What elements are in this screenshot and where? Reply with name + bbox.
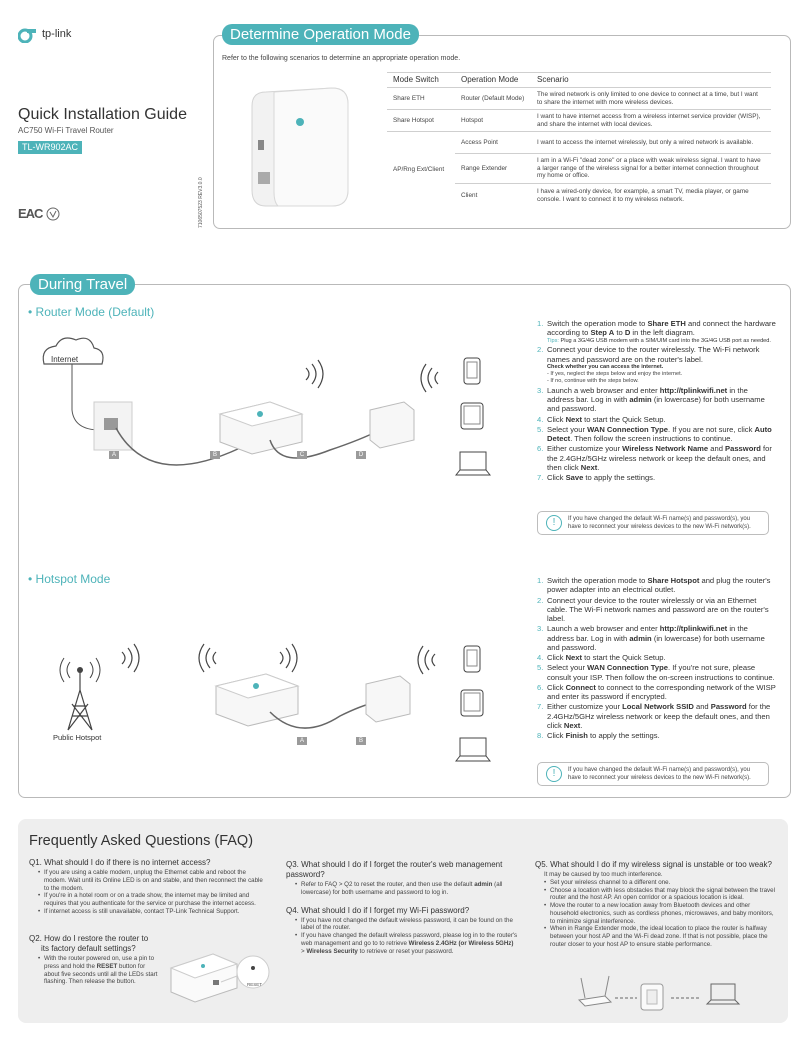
cert-marks bbox=[18, 206, 60, 222]
row-mode: Range Extender bbox=[455, 154, 531, 184]
list-item: 1. Switch the operation mode to Share ETH and connect the hardware according to Step A to D in the left diagram. Tips: Plug a 3G/4G USB modem with a SIM/UIM card into the 3G/4G USB port as needed. bbox=[537, 319, 776, 344]
list-item: 4. Click Next to start the Quick Setup. bbox=[537, 653, 666, 662]
list-item: 6. Click Connect to connect to the corresponding network of the WISP and enter its password if encrypted. bbox=[537, 682, 776, 701]
tp-link-logo-icon bbox=[18, 27, 38, 43]
eac-mark: EAC bbox=[18, 206, 43, 221]
note-text: If you have changed the default Wi-Fi name(s) and password(s), you have to reconnect your wireless devices to the new Wi-Fi network(s). bbox=[568, 516, 751, 531]
list-item: • When in Range Extender mode, the ideal location to place the router is halfway between your host AP and the Wi-Fi dead zone. If that is not possible, place the router closer to your host AP to ensure stable performance. bbox=[544, 925, 775, 948]
faq-q2: Q2. How do I restore the router to its factory default settings? bbox=[29, 934, 149, 953]
list-item: 7. Either customize your Local Network SSID and Password for the 2.4GHz/5GHz wireless network or keep the default ones, and then click Next. bbox=[537, 702, 771, 730]
bullet-icon: • bbox=[28, 305, 36, 319]
header-scenario: Scenario bbox=[531, 73, 771, 88]
list-item: 3. Launch a web browser and enter http://tplinkwifi.net in the address bar. Log in with admin (in lowercase) for both username and password. bbox=[537, 624, 765, 652]
step-label-a: A bbox=[297, 737, 307, 745]
faq-q1: Q1. What should I do if there is no internet access? bbox=[29, 858, 211, 867]
mode-section-heading: Determine Operation Mode bbox=[222, 24, 419, 45]
laptop-icon bbox=[455, 737, 491, 763]
tablet-icon bbox=[460, 689, 484, 717]
bullet-icon: • bbox=[28, 572, 36, 586]
list-item: 6. Either customize your Wireless Network Name and Password for the 2.4GHz/5GHz wireless network or keep the default ones, and then click Next. bbox=[537, 444, 772, 472]
list-item: 3. Launch a web browser and enter http://tplinkwifi.net in the address bar. Log in with admin (in lowercase) for both username and password. bbox=[537, 385, 765, 414]
row-scenario: I am in a Wi-Fi "dead zone" or a place with weak wireless signal. I want to have a larger range of the wireless signal for a better internet connection throughout my home or office. bbox=[531, 154, 771, 184]
faq-q1-answers bbox=[29, 869, 269, 916]
router-mode-title-text: Router Mode (Default) bbox=[35, 305, 155, 319]
list-item: 2. Connect your device to the router wirelessly or via an Ethernet cable. The Wi-Fi network names and password are on the router's label. bbox=[537, 595, 769, 623]
travel-router-icon bbox=[641, 984, 663, 1010]
model-badge: TL-WR902AC bbox=[18, 141, 82, 154]
faq-q4-answers bbox=[286, 917, 518, 956]
table-row bbox=[387, 88, 771, 110]
row-mode: Access Point bbox=[455, 132, 531, 154]
list-item: • If you're in a hotel room or on a trade show, the internet may be limited and requires that you authenticate for the service or purchase the internet access. bbox=[38, 892, 269, 908]
note-text: If you have changed the default Wi-Fi name(s) and password(s), you have to reconnect your wireless devices to the new Wi-Fi network(s). bbox=[568, 767, 751, 782]
row-mode: Client bbox=[455, 184, 531, 208]
row-scenario: I want to have internet access from a wireless internet service provider (WISP), and share the internet with local devices. bbox=[531, 110, 771, 132]
row-switch: Share ETH bbox=[387, 88, 455, 110]
range-extender-illustration bbox=[575, 970, 765, 1016]
router-mode-title bbox=[28, 305, 154, 320]
faq-q3-answers bbox=[286, 881, 518, 897]
table-row bbox=[387, 110, 771, 132]
host-router-icon bbox=[579, 976, 611, 1006]
list-item: 7. Click Save to apply the settings. bbox=[537, 473, 656, 483]
router-reset-illustration bbox=[165, 946, 275, 1006]
step-label-b: B bbox=[210, 451, 220, 459]
travel-section-heading: During Travel bbox=[30, 274, 135, 295]
phone-icon bbox=[463, 645, 481, 673]
alert-icon: ! bbox=[546, 515, 562, 531]
faq-heading: Frequently Asked Questions (FAQ) bbox=[29, 833, 254, 849]
public-hotspot-label: Public Hotspot bbox=[53, 733, 102, 742]
header-operation-mode: Operation Mode bbox=[455, 73, 531, 88]
power-adapter-icon bbox=[370, 402, 414, 448]
row-scenario: I want to access the internet wirelessly, but only a wired network is available. bbox=[531, 132, 771, 154]
faq-q3: Q3. What should I do if I forget the router's web management password? bbox=[286, 860, 503, 879]
hotspot-mode-title-text: Hotspot Mode bbox=[35, 572, 111, 586]
step-label-b: B bbox=[356, 737, 366, 745]
mode-table-header bbox=[387, 73, 771, 88]
doc-id: 7106507523 REV3.0.0 bbox=[198, 177, 204, 228]
list-item: 4. Click Next to start the Quick Setup. bbox=[537, 414, 666, 424]
wave-icon bbox=[415, 644, 439, 676]
list-item: • Set your wireless channel to a different one. bbox=[544, 879, 775, 887]
power-adapter-icon bbox=[366, 676, 410, 722]
hotspot-mode-steps bbox=[537, 576, 777, 741]
laptop-icon bbox=[455, 451, 491, 477]
tp-link-logo bbox=[18, 27, 71, 43]
faq-q2-answers bbox=[29, 955, 159, 986]
hotspot-mode-note bbox=[537, 762, 769, 786]
row-scenario: I have a wired-only device, for example, a smart TV, media player, or game console. I want to connect it to my wireless network. bbox=[531, 184, 771, 208]
step-label-c: C bbox=[297, 451, 307, 459]
list-item: • With the router powered on, use a pin to press and hold the RESET button for about five seconds until all the LEDs start flashing. Then release the button. bbox=[38, 955, 159, 986]
tower-icon bbox=[60, 658, 100, 730]
list-item: • If internet access is still unavailable, contact TP-Link Technical Support. bbox=[38, 908, 269, 916]
list-item: 1. Switch the operation mode to Share Hotspot and plug the router's power adapter into an electrical outlet. bbox=[537, 576, 771, 595]
router-mode-diagram bbox=[30, 330, 510, 520]
header-mode-switch: Mode Switch bbox=[387, 73, 455, 88]
list-item: • If you are using a cable modem, unplug the Ethernet cable and reboot the modem. Wait until its Online LED is on and stable, and then reconnect the cable to the modem. bbox=[38, 869, 269, 892]
row-switch: AP/Rng Ext/Client bbox=[387, 132, 455, 208]
faq-q5: Q5. What should I do if my wireless signal is unstable or too weak? bbox=[535, 860, 772, 869]
step-label-a: A bbox=[109, 451, 119, 459]
faq-col-3 bbox=[535, 860, 775, 949]
row-mode: Router (Default Mode) bbox=[455, 88, 531, 110]
alert-icon: ! bbox=[546, 766, 562, 782]
row-switch: Share Hotspot bbox=[387, 110, 455, 132]
list-item: • Choose a location with less obstacles that may block the signal between the travel router and the host AP. An open corridor or a spacious location is ideal. bbox=[544, 887, 775, 903]
list-item: 5. Select your WAN Connection Type. If you're not sure, please consult your ISP. Then follow the on-screen instructions to continue. bbox=[537, 663, 775, 682]
list-item: 5. Select your WAN Connection Type. If you are not sure, click Auto Detect. Then follow the screen instructions to continue. bbox=[537, 424, 772, 444]
list-item: • If you have not changed the default wireless password, it can be found on the label of the router. bbox=[295, 917, 518, 933]
cert-icon bbox=[46, 207, 60, 221]
list-item: • If you have changed the default wireless password, please log in to the router's web management and go to to retrieve Wireless 2.4GHz (or Wireless 5GHz) > Wireless Security to retrieve or reset your password. bbox=[295, 932, 518, 955]
hotspot-mode-title bbox=[28, 572, 110, 587]
router-illustration bbox=[244, 82, 356, 212]
faq-col-2 bbox=[286, 860, 518, 955]
list-item: It may be caused by too much interference. bbox=[544, 871, 663, 878]
guide-title: Quick Installation Guide bbox=[18, 106, 187, 123]
laptop-icon bbox=[707, 984, 739, 1004]
reset-label: RESET bbox=[247, 982, 263, 987]
table-row bbox=[387, 132, 771, 154]
list-item: • Refer to FAQ > Q2 to reset the router, and then use the default admin (all lowercase) for both username and password to log in. bbox=[295, 881, 518, 897]
guide-subtitle: AC750 Wi-Fi Travel Router bbox=[18, 126, 114, 135]
router-mode-steps bbox=[537, 319, 777, 483]
router-mode-note bbox=[537, 511, 769, 535]
brand-name: tp-link bbox=[42, 28, 72, 41]
internet-label: Internet bbox=[51, 355, 79, 364]
list-item: 2. Connect your device to the router wirelessly. The Wi-Fi network names and password are on the router's label. Check whether you can access the internet. - If yes, neglect the steps below and enjoy the internet. - If no, continue with the steps below. bbox=[537, 345, 760, 384]
mode-table bbox=[387, 72, 771, 208]
row-mode: Hotspot bbox=[455, 110, 531, 132]
phone-icon bbox=[463, 357, 481, 385]
row-scenario: The wired network is only limited to one device to connect at a time, but I want to share the internet with more wireless devices. bbox=[531, 88, 771, 110]
faq-q4: Q4. What should I do if I forget my Wi-Fi password? bbox=[286, 905, 470, 915]
list-item: 8. Click Finish to apply the settings. bbox=[537, 731, 660, 740]
faq-col-1 bbox=[29, 858, 269, 916]
faq-col-1b bbox=[29, 934, 159, 986]
mode-intro: Refer to the following scenarios to determine an appropriate operation mode. bbox=[222, 55, 461, 62]
faq-q5-answers bbox=[535, 871, 775, 949]
list-item: • Move the router to a new location away from Bluetooth devices and other household electronics, such as cordless phones, microwaves, and baby monitors, to minimize signal interference. bbox=[544, 902, 775, 925]
tablet-icon bbox=[460, 402, 484, 430]
step-label-d: D bbox=[356, 451, 366, 459]
